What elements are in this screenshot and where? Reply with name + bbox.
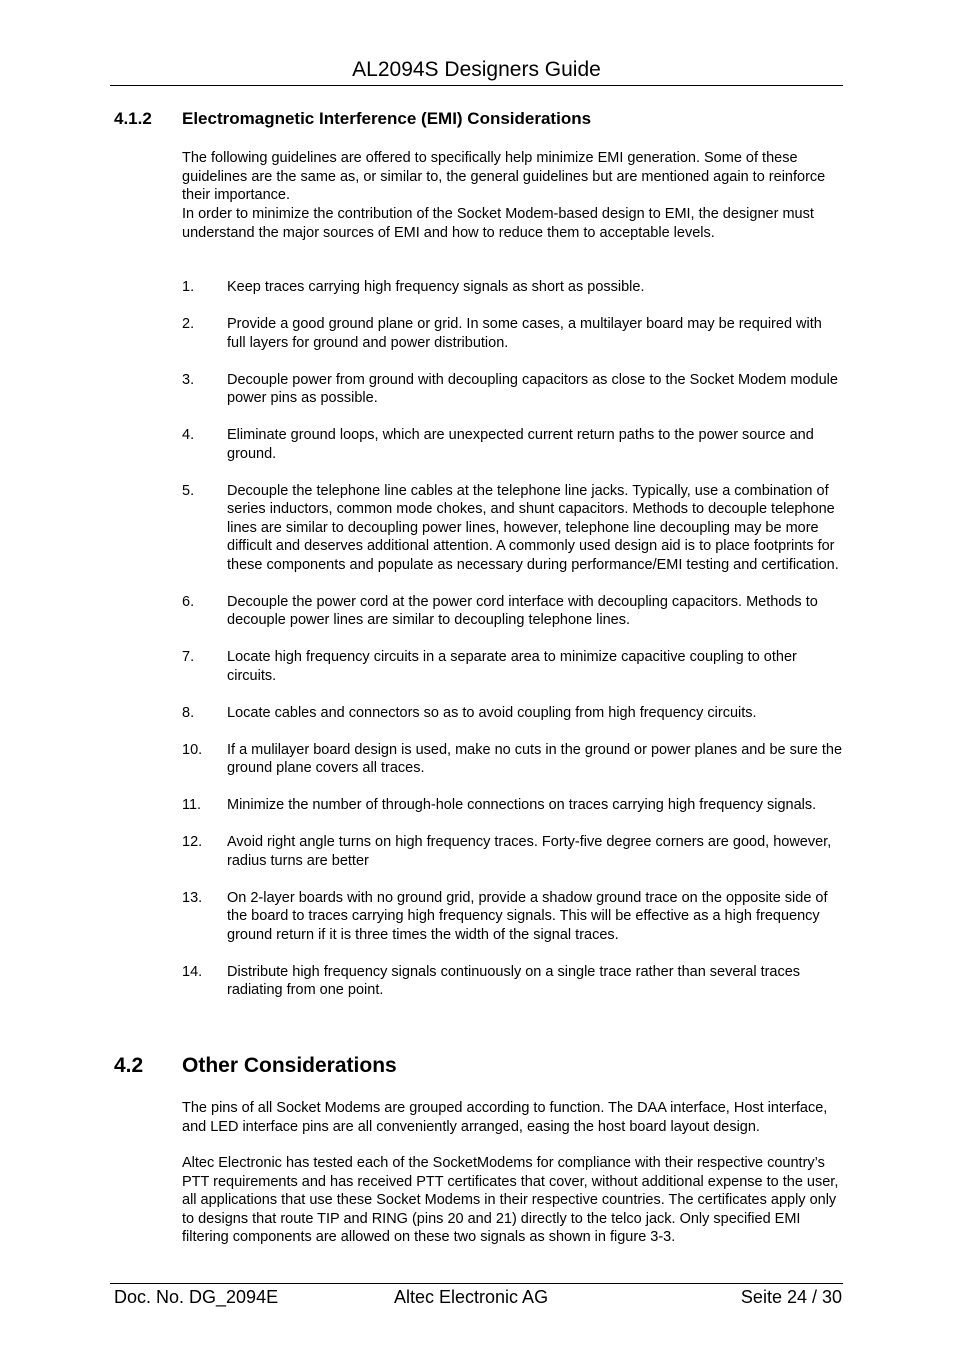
- emi-guidelines-list: [182, 278, 843, 1018]
- list-item-number: 12.: [182, 834, 203, 850]
- list-item-number: 7.: [182, 649, 195, 665]
- section-number: 4.1.2: [114, 109, 152, 128]
- header-divider: [110, 85, 843, 86]
- list-item-number: 10.: [182, 741, 203, 758]
- section-number: 4.2: [114, 1054, 144, 1077]
- list-item-number: 14.: [182, 963, 203, 980]
- list-item: [182, 315, 843, 352]
- page-header-title: AL2094S Designers Guide: [352, 58, 601, 81]
- footer-divider: [110, 1283, 843, 1284]
- list-item: [182, 278, 843, 297]
- list-item-text: Avoid right angle turns on high frequency traces. Forty-five degree corners are good, however, radius turns are better: [227, 834, 832, 869]
- list-item: [182, 704, 843, 723]
- list-item-text: Provide a good ground plane or grid. In some cases, a multilayer board may be required with full layers for ground and power distribution.: [227, 316, 822, 351]
- section-title: Electromagnetic Interference (EMI) Considerations: [182, 109, 592, 128]
- list-item: [182, 593, 843, 630]
- section-title: Other Considerations: [182, 1054, 397, 1077]
- list-item-number: 11.: [182, 797, 202, 813]
- list-item-text: Decouple power from ground with decoupling capacitors as close to the Socket Modem module power pins as possible.: [227, 371, 838, 406]
- list-item: [182, 371, 843, 408]
- list-item: [182, 963, 843, 1000]
- emi-intro-paragraph-1: The following guidelines are offered to specifically help minimize EMI generation. Some of these guidelines are the same as, or similar to, the general guidelines but are mentioned again to reinforce their importance.: [182, 150, 826, 203]
- list-item-text: Locate high frequency circuits in a separate area to minimize capacitive coupling to other circuits.: [227, 649, 797, 684]
- list-item-number: 2.: [182, 316, 195, 332]
- list-item-number: 3.: [182, 371, 195, 388]
- list-item-number: 4.: [182, 427, 195, 443]
- list-item: [182, 796, 843, 815]
- list-item-text: On 2-layer boards with no ground grid, provide a shadow ground trace on the opposite side of the board to traces carrying high frequency signals. This will be effective as a high frequency ground return if it is three times the width of the signal traces.: [227, 889, 828, 943]
- list-item-text: Distribute high frequency signals continuously on a single trace rather than several traces radiating from one point.: [227, 963, 801, 998]
- list-item-number: 5.: [182, 482, 195, 499]
- other-paragraph-1: The pins of all Socket Modems are grouped according to function. The DAA interface, Host interface, and LED interface pins are all conveniently arranged, easing the host board layout design.: [182, 1100, 828, 1135]
- list-item: [182, 482, 843, 575]
- emi-intro-paragraph-2: In order to minimize the contribution of the Socket Modem-based design to EMI, the designer must understand the major sources of EMI and how to reduce them to acceptable levels.: [182, 206, 814, 241]
- section-heading-other: [114, 1053, 397, 1079]
- list-item-number: 8.: [182, 704, 195, 721]
- list-item-text: Keep traces carrying high frequency signals as short as possible.: [227, 279, 645, 295]
- list-item-text: Eliminate ground loops, which are unexpected current return paths to the power source and ground.: [227, 427, 814, 462]
- list-item: [182, 426, 843, 463]
- list-item: [182, 889, 843, 945]
- list-item: [182, 741, 843, 778]
- other-paragraph-2: Altec Electronic has tested each of the SocketModems for compliance with their respective country’s PTT requirements and has received PTT certificates that cover, without additional expense to the user, all applications that use these Socket Modems in their respective countries. The certificates apply only to designs that route TIP and RING (pins 20 and 21) directly to the telco jack. Only specified EMI filtering components are allowed on these two signals as shown in figure 3-3.: [182, 1155, 839, 1245]
- list-item-text: Decouple the telephone line cables at the telephone line jacks. Typically, use a combination of series inductors, common mode chokes, and shunt capacitors. Methods to decouple telephone lines are similar to decoupling power lines, however, telephone line decoupling may be more difficult and deserves additional attention. A commonly used design aid is to place footprints for these components and populate as necessary during performance/EMI testing and certification.: [227, 482, 839, 573]
- list-item: [182, 833, 843, 870]
- footer-company: Altec Electronic AG: [394, 1287, 549, 1307]
- footer-page-number: Seite 24 / 30: [740, 1287, 842, 1307]
- list-item-text: Locate cables and connectors so as to avoid coupling from high frequency circuits.: [227, 704, 757, 721]
- list-item-number: 1.: [182, 279, 195, 295]
- list-item-text: If a mulilayer board design is used, make no cuts in the ground or power planes and be sure the ground plane covers all traces.: [227, 741, 843, 776]
- section-heading-emi: [114, 108, 591, 129]
- list-item-text: Minimize the number of through-hole connections on traces carrying high frequency signals.: [227, 797, 817, 813]
- footer-doc-number: Doc. No. DG_2094E: [114, 1287, 279, 1307]
- list-item-text: Decouple the power cord at the power cord interface with decoupling capacitors. Methods to decouple power lines are similar to decoupling telephone lines.: [227, 593, 818, 628]
- list-item: [182, 648, 843, 685]
- list-item-number: 13.: [182, 889, 203, 906]
- list-item-number: 6.: [182, 593, 195, 610]
